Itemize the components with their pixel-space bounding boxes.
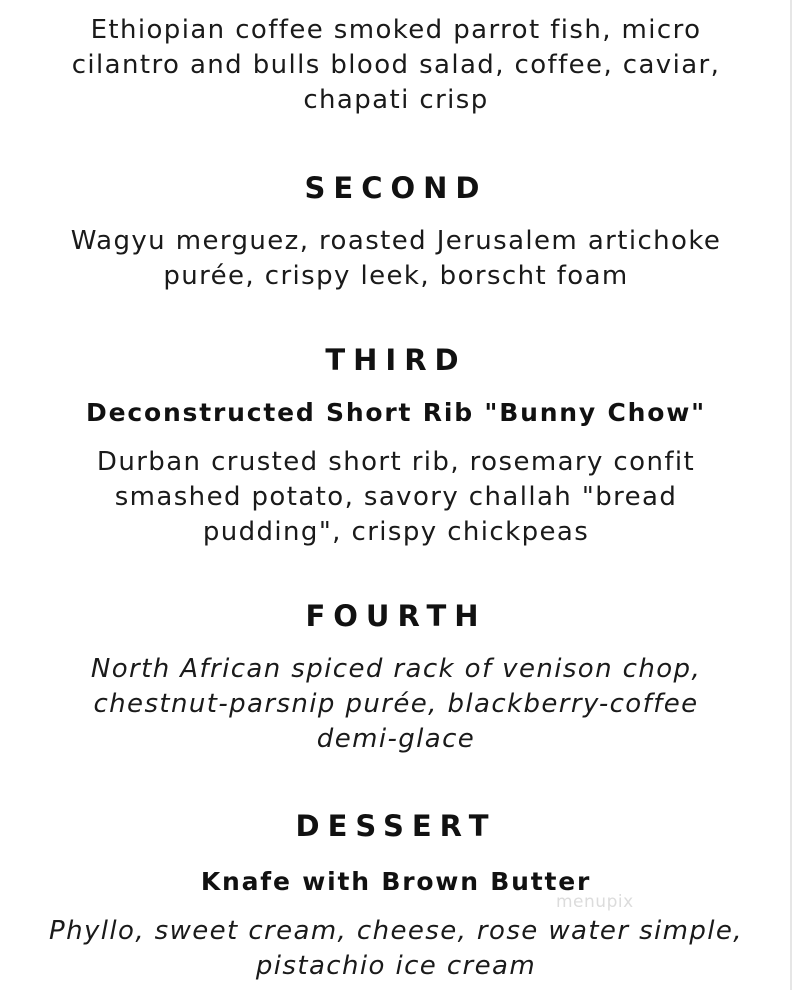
description-line: Phyllo, sweet cream, cheese, rose water simple, <box>49 916 743 946</box>
description-line: chapati crisp <box>303 85 489 115</box>
fourth-course-description <box>0 652 792 757</box>
description-line: chestnut-parsnip purée, blackberry-coffee <box>93 689 699 719</box>
second-course-heading: SECOND <box>304 171 488 205</box>
description-line: pudding", crispy chickpeas <box>202 517 590 547</box>
fourth-course-heading: FOURTH <box>305 599 487 633</box>
third-course-heading: THIRD <box>325 343 467 377</box>
description-line: Ethiopian coffee smoked parrot fish, micro <box>90 15 702 45</box>
description-line: Wagyu merguez, roasted Jerusalem artichoke <box>70 226 722 256</box>
description-line: cilantro and bulls blood salad, coffee, caviar, <box>71 50 721 80</box>
dessert-description <box>0 914 792 984</box>
description-line: pistachio ice cream <box>255 951 537 981</box>
description-line: Durban crusted short rib, rosemary confit <box>96 447 696 477</box>
description-line: purée, crispy leek, borscht foam <box>163 261 629 291</box>
third-course-dish-name: Deconstructed Short Rib "Bunny Chow" <box>86 398 706 427</box>
dessert-heading: DESSERT <box>295 809 497 843</box>
menupix-watermark: menupix <box>556 892 634 912</box>
second-course-description <box>0 224 792 294</box>
third-course-description <box>0 445 792 550</box>
description-line: North African spiced rack of venison chop, <box>90 654 702 684</box>
description-line: demi-glace <box>316 724 476 754</box>
dessert-dish-name: Knafe with Brown Butter <box>200 867 592 896</box>
first-course-description <box>0 13 792 118</box>
description-line: smashed potato, savory challah "bread <box>114 482 678 512</box>
